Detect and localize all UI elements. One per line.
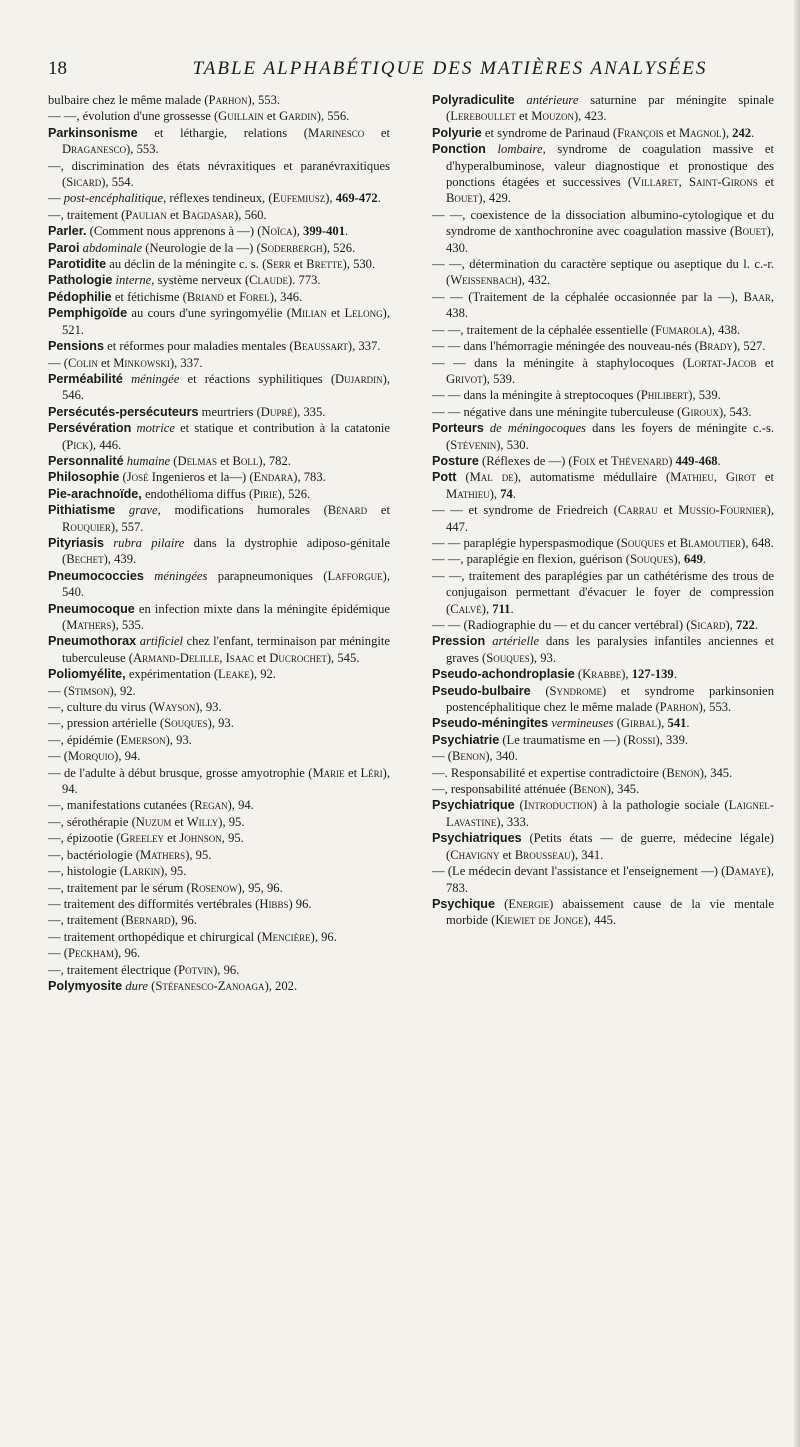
- index-entry-text: antérieure saturnine par méningite spinale (Lereboullet et Mouzon), 423.: [446, 93, 774, 124]
- page-edge-shadow: [794, 0, 800, 1447]
- index-entry: [48, 699, 390, 715]
- index-entry: [432, 502, 774, 535]
- index-keyword: Posture: [432, 453, 479, 468]
- index-entry: [432, 863, 774, 896]
- index-entry: [432, 535, 774, 551]
- index-entry: [48, 338, 390, 354]
- index-entry-text: au déclin de la méningite c. s. (Serr et Brette), 530.: [106, 257, 376, 272]
- index-entry-text: — —, évolution d'une grossesse (Guillain et Gardin), 556.: [48, 109, 350, 124]
- index-entry: [432, 617, 774, 633]
- index-entry-text: — de l'adulte à début brusque, grosse amyotrophie (Marie et Léri), 94.: [48, 765, 390, 797]
- index-entry-text: — — dans l'hémorragie méningée des nouveau-nés (Brady), 527.: [432, 339, 766, 354]
- index-entry: [48, 814, 390, 830]
- index-entry-text: — (Stimson), 92.: [48, 683, 136, 698]
- index-keyword: Parler.: [48, 224, 87, 239]
- index-entry: [432, 420, 774, 453]
- index-entry-text: — — (Traitement de la céphalée occasionnée par la —), Baar, 438.: [432, 289, 774, 321]
- index-entry: [432, 765, 774, 781]
- index-keyword: Pseudo-méningites: [432, 716, 549, 731]
- index-entry: [48, 880, 390, 896]
- index-keyword: Ponction: [432, 142, 486, 157]
- index-keyword: Pityriasis: [48, 535, 105, 550]
- index-entry-text: artérielle dans les paralysies infantiles anciennes et graves (Souques), 93.: [446, 634, 774, 665]
- index-keyword: Personnalité: [48, 453, 124, 468]
- index-entry: [48, 190, 390, 206]
- index-entry: [48, 272, 390, 288]
- index-entry: [48, 207, 390, 223]
- index-keyword: Pseudo-achondroplasie: [432, 667, 575, 682]
- index-keyword: Polymyosite: [48, 978, 123, 993]
- index-keyword: Porteurs: [432, 421, 484, 436]
- index-keyword: Polyradiculite: [432, 93, 515, 107]
- index-entry-text: en infection mixte dans la méningite épidémique (Mathers), 535.: [62, 601, 390, 632]
- index-entry: [432, 666, 774, 682]
- index-entry: [48, 469, 390, 485]
- index-keyword: Philosophie: [48, 470, 120, 485]
- index-keyword: Psychique: [432, 896, 495, 911]
- index-entry: [432, 715, 774, 731]
- index-keyword: Parkinsonisme: [48, 125, 138, 140]
- index-entry: [48, 420, 390, 453]
- index-entry-text: —, traitement (Bernard), 96.: [48, 913, 197, 928]
- index-entry-text: et réformes pour maladies mentales (Beaussart), 337.: [104, 339, 381, 354]
- index-entry-text: (Comment nous apprenons à —) (Noïca), 399-401.: [86, 224, 349, 239]
- index-entry-text: interne, système nerveux (Claude). 773.: [115, 273, 321, 288]
- index-entry: [48, 453, 390, 469]
- index-entry-text: —, manifestations cutanées (Regan), 94.: [48, 798, 254, 813]
- index-entry-text: grave, modifications humorales (Bénard et Rouquier), 557.: [62, 503, 390, 534]
- index-entry: [48, 535, 390, 568]
- index-entry: [432, 830, 774, 863]
- index-keyword: Parotidite: [48, 257, 107, 272]
- index-entry-text: (Krabbe), 127-139.: [574, 667, 677, 682]
- index-entry-text: rubra pilaire dans la dystrophie adiposo-génitale (Bechet), 439.: [62, 535, 390, 567]
- index-entry-text: dure (Stéfanesco-Zanoaga), 202.: [125, 978, 298, 993]
- index-entry: [48, 683, 390, 699]
- page-number: 18: [48, 58, 67, 79]
- index-entry: [48, 962, 390, 978]
- index-keyword: Paroi: [48, 240, 80, 255]
- index-keyword: Psychiatriques: [432, 831, 522, 846]
- index-entry-text: — — dans la méningite à staphylocoques (Lortat-Jacob et Grivot), 539.: [432, 355, 774, 386]
- index-entry-text: — — dans la méningite à streptocoques (Philibert), 539.: [432, 388, 721, 403]
- index-keyword: Pression: [432, 634, 486, 649]
- index-entry-text: meurtriers (Dupré), 335.: [198, 404, 326, 419]
- index-entry-text: —, traitement (Paulian et Bagdasar), 560.: [48, 207, 267, 222]
- index-entry: [432, 683, 774, 716]
- index-entry-text: —, traitement par le sérum (Rosenow), 95, 96.: [48, 880, 283, 895]
- index-entry-text: endothélioma diffus (Pirie), 526.: [141, 486, 311, 501]
- index-entry-text: lombaire, syndrome de coagulation massive et d'hyperalbuminose, valeur diagnostique et pronostique des ponctions étagées et successives (Villaret, Saint-Girons et Bouet), 429.: [446, 142, 774, 206]
- index-entry: [432, 387, 774, 403]
- index-keyword: Perméabilité: [48, 371, 123, 386]
- index-entry-text: — — et syndrome de Friedreich (Carrau et Mussio-Fournier), 447.: [432, 503, 774, 534]
- index-entry: [48, 945, 390, 961]
- index-entry-text: (Le traumatisme en —) (Rossi), 339.: [499, 732, 689, 747]
- index-entry: [48, 847, 390, 863]
- index-entry-text: — — paraplégie hyperspasmodique (Souques et Blamoutier), 648.: [432, 535, 774, 550]
- index-entry-text: — —, traitement de la céphalée essentielle (Fumarola), 438.: [432, 322, 741, 337]
- index-keyword: Pédophilie: [48, 289, 112, 304]
- index-entry-text: — (Colin et Minkowski), 337.: [48, 355, 203, 370]
- index-entry-text: — — (Radiographie du — et du cancer vertébral) (Sicard), 722.: [432, 618, 758, 632]
- index-entry: [48, 371, 390, 404]
- index-entry: [48, 355, 390, 371]
- index-entry: [48, 912, 390, 928]
- index-entry-text: (Introduction) à la pathologie sociale (Laignel-Lavastine), 333.: [446, 798, 774, 829]
- index-entry-text: méningée et réactions syphilitiques (Dujardin), 546.: [62, 371, 390, 403]
- index-entry: [432, 748, 774, 764]
- index-entry: [48, 502, 390, 535]
- index-entry: [48, 125, 390, 158]
- index-entry-text: —, bactériologie (Mathers), 95.: [48, 847, 212, 862]
- index-entry: [48, 223, 390, 239]
- index-entry-text: et syndrome de Parinaud (François et Magnol), 242.: [481, 125, 755, 140]
- index-entry-text: — traitement des difformités vertébrales (Hibbs) 96.: [48, 896, 312, 911]
- index-entry-text: — —, détermination du caractère septique ou aseptique du l. c.-r. (Weissenbach), 432.: [432, 257, 774, 288]
- index-entry-text: — —, coexistence de la dissociation albumino-cytologique et du syndrome de xanthochronine avec coagulation massive (Bouet), 430.: [432, 207, 774, 255]
- page-header: [36, 52, 764, 82]
- index-entry-text: abdominale (Neurologie de la —) (Soderbergh), 526.: [82, 240, 356, 255]
- index-entry-text: —, culture du virus (Wayson), 93.: [48, 700, 222, 715]
- index-keyword: Pneumocoque: [48, 601, 135, 616]
- index-entry: [432, 338, 774, 354]
- index-entry-text: bulbaire chez le même malade (Parhon), 553.: [48, 93, 281, 107]
- index-entry: [432, 732, 774, 748]
- index-entry: [48, 305, 390, 338]
- index-entry: [48, 748, 390, 764]
- index-keyword: Pott: [432, 470, 457, 485]
- index-entry: [432, 322, 774, 338]
- index-entry: [48, 92, 390, 108]
- index-entry: [432, 453, 774, 469]
- index-entry: [48, 715, 390, 731]
- index-entry: [48, 568, 390, 601]
- index-entry-text: — (Morquio), 94.: [48, 749, 141, 764]
- index-entry-text: et léthargie, relations (Marinesco et Draganesco), 553.: [62, 125, 390, 157]
- index-entry: [48, 486, 390, 502]
- index-entry-text: (Mal de), automatisme médullaire (Mathieu, Girot et Mathieu), 74.: [446, 470, 774, 501]
- index-entry: [432, 92, 774, 125]
- index-keyword: Pneumothorax: [48, 634, 137, 649]
- index-entry-text: —, histologie (Larkin), 95.: [48, 864, 187, 879]
- index-entry-text: — (Benon), 340.: [432, 749, 518, 764]
- index-entry-text: motrice et statique et contribution à la catatonie (Pick), 446.: [62, 421, 390, 452]
- index-entry-text: (Réflexes de —) (Foix et Thévenard) 449-468.: [478, 453, 721, 468]
- index-keyword: Pithiatisme: [48, 503, 116, 518]
- index-entry-text: — — négative dans une méningite tuberculeuse (Giroux), 543.: [432, 404, 752, 419]
- index-entry: [48, 978, 390, 994]
- index-entry-text: (Syndrome) et syndrome parkinsonien postencéphalitique chez le même malade (Parhon), 553.: [446, 683, 774, 715]
- index-entry: [48, 108, 390, 124]
- index-entry-text: de méningocoques dans les foyers de méningite c.-s. (Stévenin), 530.: [446, 421, 774, 452]
- index-entry-text: — (Le médecin devant l'assistance et l'enseignement —) (Damaye), 783.: [432, 864, 774, 895]
- index-entry: [48, 896, 390, 912]
- index-entry: [432, 568, 774, 617]
- index-entry-text: —, sérothérapie (Nuzum et Willy), 95.: [48, 814, 245, 829]
- index-entry: [48, 633, 390, 666]
- index-entry: [432, 404, 774, 420]
- index-entry-text: —, épizootie (Greeley et Johnson, 95.: [48, 831, 244, 846]
- index-entry: [48, 863, 390, 879]
- index-column-left: [48, 92, 390, 994]
- index-entry-text: — traitement orthopédique et chirurgical (Mencière), 96.: [48, 929, 337, 944]
- index-entry-text: et fétichisme (Briand et Forel), 346.: [111, 289, 303, 304]
- index-entry-text: vermineuses (Girbal), 541.: [551, 716, 690, 731]
- index-entry-text: — (Peckham), 96.: [48, 946, 141, 961]
- index-entry-text: —, discrimination des états névraxitiques et paranévraxitiques (Sicard), 554.: [48, 158, 390, 190]
- index-entry: [432, 355, 774, 388]
- index-keyword: Polyurie: [432, 125, 482, 140]
- index-keyword: Pensions: [48, 339, 104, 354]
- index-entry: [48, 404, 390, 420]
- index-entry: [48, 256, 390, 272]
- index-keyword: Pemphigoïde: [48, 306, 128, 321]
- index-entry-text: —, pression artérielle (Souques), 93.: [48, 716, 234, 731]
- index-keyword: Pie-arachnoïde,: [48, 486, 142, 501]
- index-entry-text: —, traitement électrique (Potvin), 96.: [48, 962, 240, 977]
- index-entry: [432, 141, 774, 207]
- index-keyword: Pathologie: [48, 273, 113, 288]
- index-entry: [48, 929, 390, 945]
- index-keyword: Persécutés-persécuteurs: [48, 404, 199, 419]
- index-keyword: Psychiatrique: [432, 798, 515, 813]
- index-entry: [48, 732, 390, 748]
- index-keyword: Pneumococcies: [48, 568, 144, 583]
- running-title: TABLE ALPHABÉTIQUE DES MATIÈRES ANALYSÉES: [192, 58, 708, 79]
- index-entry: [48, 666, 390, 682]
- index-entry-text: (Petits états — de guerre, médecine légale) (Chavigny et Brousseau), 341.: [446, 831, 774, 862]
- index-entry-text: —, épidémie (Emerson), 93.: [48, 732, 192, 747]
- index-entry: [432, 896, 774, 929]
- index-entry: [48, 765, 390, 798]
- index-entry-text: méningées parapneumoniques (Lafforgue), 540.: [62, 568, 390, 600]
- index-entry: [48, 830, 390, 846]
- index-entry-text: —. Responsabilité et expertise contradictoire (Benon), 345.: [432, 765, 733, 780]
- index-entry-text: — —, traitement des paraplégies par un cathétérisme des trous de conjugaison permettant d'évacuer le foyer de compression (Calvé), 711.: [432, 568, 774, 616]
- index-entry-text: artificiel chez l'enfant, terminaison par méningite tuberculeuse (Armand-Delille, Isaac et Ducrochet), 545.: [62, 634, 390, 665]
- index-entry: [432, 207, 774, 256]
- index-entry: [432, 256, 774, 289]
- index-entry-text: —, responsabilité atténuée (Benon), 345.: [432, 782, 640, 797]
- index-entry-text: au cours d'une syringomyélie (Milian et Lelong), 521.: [62, 306, 390, 337]
- index-entry: [432, 289, 774, 322]
- index-entry-text: — post-encéphalitique, réflexes tendineux, (Eufemiusz), 469-472.: [48, 191, 381, 206]
- index-entry-text: expérimentation (Leake), 92.: [125, 667, 276, 682]
- index-column-right: [432, 92, 774, 929]
- index-entry: [48, 289, 390, 305]
- index-entry: [48, 797, 390, 813]
- index-entry: [48, 240, 390, 256]
- index-entry: [432, 781, 774, 797]
- index-entry: [48, 158, 390, 191]
- index-entry-text: (Energie) abaissement cause de la vie mentale morbide (Kiewiet de Jonge), 445.: [446, 896, 774, 928]
- index-entry-text: — —, paraplégie en flexion, guérison (Souques), 649.: [432, 552, 707, 567]
- index-entry: [432, 469, 774, 502]
- index-entry: [48, 601, 390, 634]
- index-entry: [432, 551, 774, 567]
- index-entry: [432, 125, 774, 141]
- index-entry-text: humaine (Delmas et Boll), 782.: [126, 453, 291, 468]
- index-entry: [432, 797, 774, 830]
- index-keyword: Pseudo-bulbaire: [432, 683, 531, 698]
- index-keyword: Persévération: [48, 421, 132, 436]
- index-entry-text: (José Ingenieros et la—) (Endara), 783.: [119, 470, 326, 485]
- index-keyword: Psychiatrie: [432, 732, 500, 747]
- index-entry: [432, 633, 774, 666]
- index-keyword: Poliomyélite,: [48, 667, 126, 682]
